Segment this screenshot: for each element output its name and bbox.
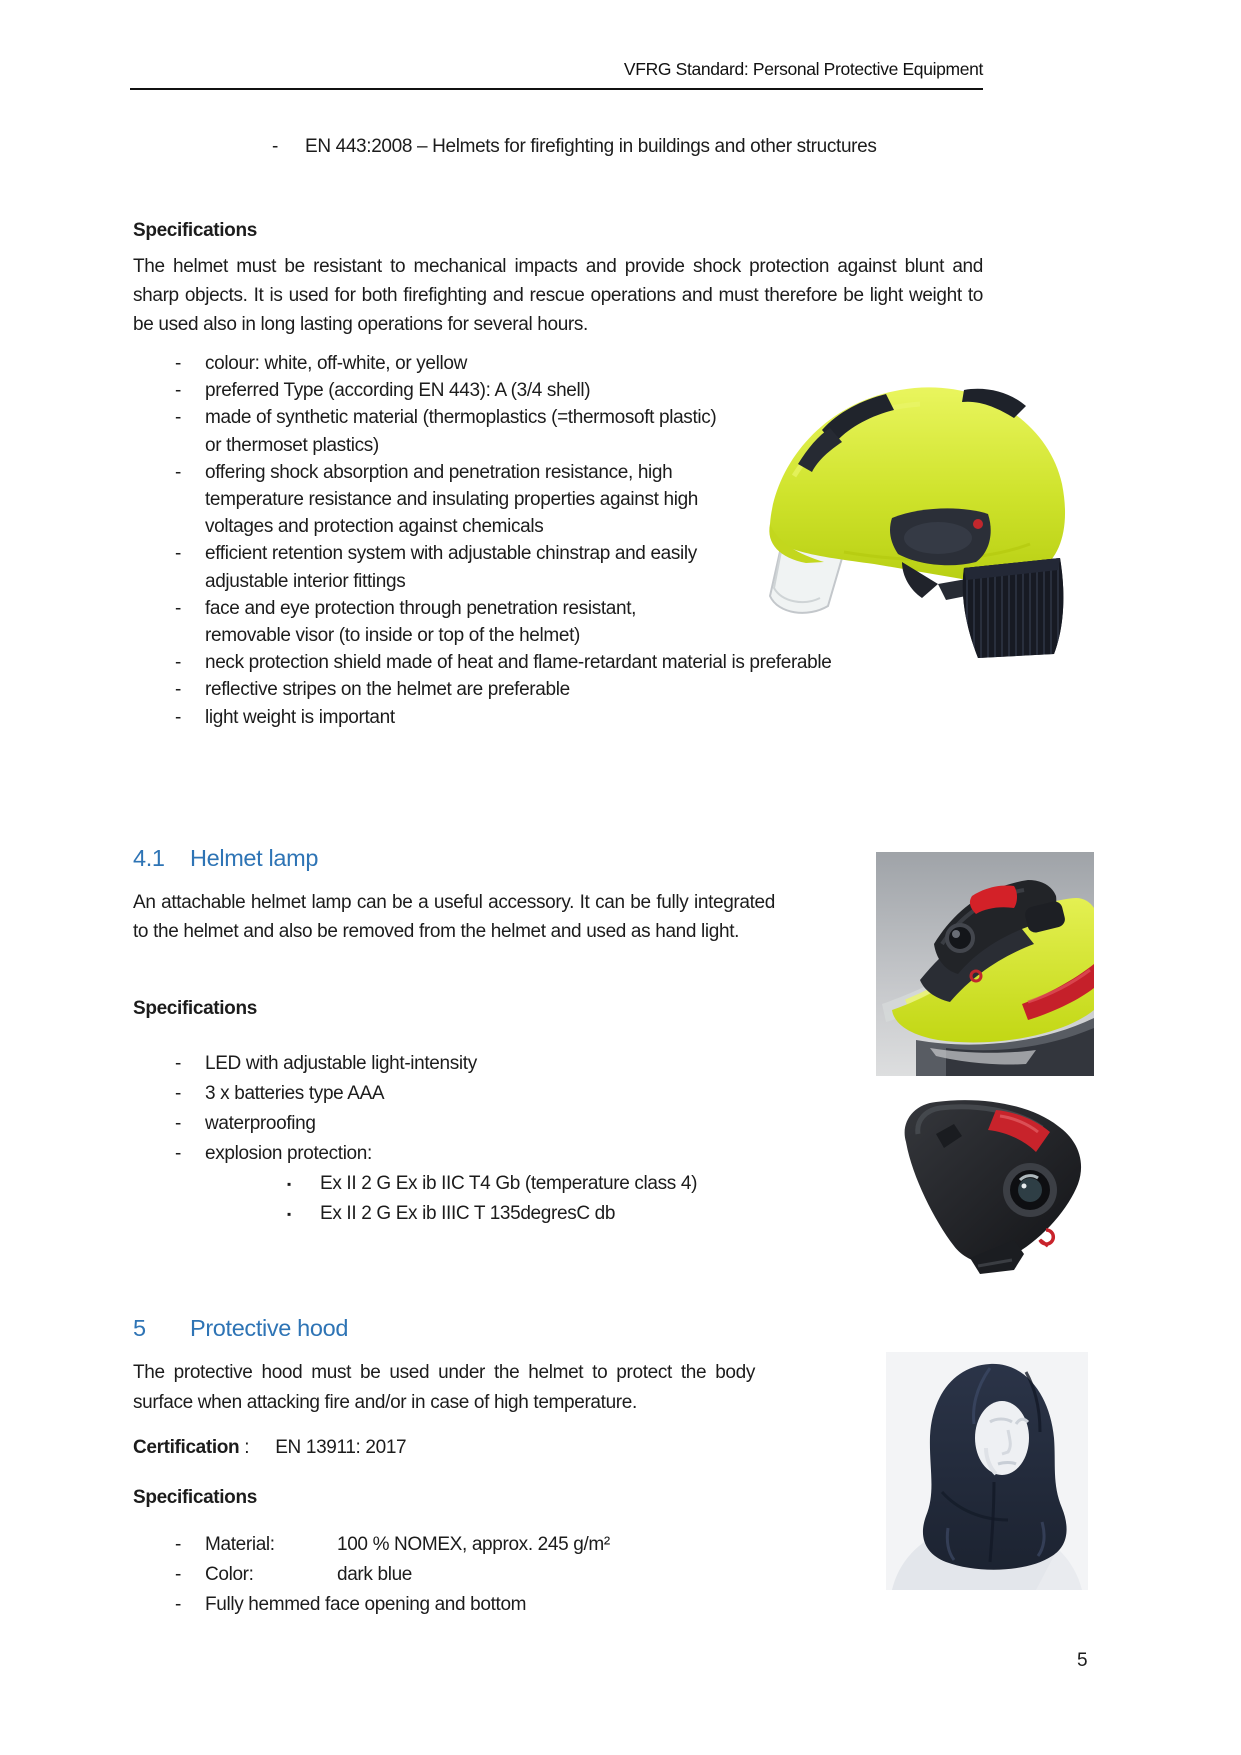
page-header: [130, 58, 983, 90]
dash-bullet-icon: -: [175, 1083, 181, 1104]
section-heading-protective-hood: [133, 1315, 348, 1342]
firefighter-helmet-photo: [724, 356, 1080, 658]
standard-reference-bullet: [133, 136, 983, 158]
list-item: - LED with adjustable light-intensity: [133, 1049, 873, 1079]
list-item: - made of synthetic material (thermoplastics (=thermosoft plastic) or thermoset plastics): [133, 404, 993, 458]
dash-bullet-icon: -: [175, 380, 181, 402]
section-number: 4.1: [133, 845, 165, 871]
dash-bullet-icon: -: [175, 407, 181, 429]
certification-row: [133, 1437, 406, 1459]
dash-bullet-icon: -: [175, 1594, 181, 1615]
spec-label: Color:: [205, 1564, 254, 1585]
list-item: ▪ Ex II 2 G Ex ib IIIC T 135degresC db: [133, 1199, 873, 1229]
dash-bullet-icon: -: [175, 1564, 181, 1585]
dash-bullet-icon: -: [175, 597, 181, 619]
dash-bullet-icon: -: [175, 652, 181, 674]
helmet-lamp-closeup-photo: [876, 852, 1094, 1076]
list-item: [133, 1530, 873, 1560]
dash-bullet-icon: -: [175, 353, 181, 374]
list-item: - colour: white, off-white, or yellow: [133, 350, 993, 377]
helmet-lamp-paragraph: An attachable helmet lamp can be a useful accessory. It can be fully integrated to the helmet and also be removed from the helmet and used as hand light.: [133, 892, 775, 942]
dash-bullet-icon: -: [175, 679, 181, 701]
spec-value: dark blue: [337, 1564, 413, 1585]
list-item: - face and eye protection through penetration resistant, removable visor (to inside or top of the helmet): [133, 595, 993, 649]
list-item: - waterproofing: [133, 1109, 873, 1139]
dash-bullet-icon: -: [175, 1053, 181, 1074]
dash-bullet-icon: -: [175, 1534, 181, 1555]
spec-value: 100 % NOMEX, approx. 245 g/m²: [337, 1534, 610, 1555]
list-item: - offering shock absorption and penetration resistance, high temperature resistance and insulating properties against high voltages and protection against chemicals: [133, 459, 993, 541]
list-item: - 3 x batteries type AAA: [133, 1079, 873, 1109]
dash-bullet-icon: -: [175, 1143, 181, 1164]
section-number: 5: [133, 1315, 146, 1341]
list-item: - preferred Type (according EN 443): A (3/4 shell): [133, 377, 993, 404]
explosion-protection-sublist: [133, 1169, 873, 1229]
dash-bullet-icon: -: [175, 706, 181, 728]
list-item: - light weight is important: [133, 704, 993, 731]
certification-separator: :: [244, 1437, 250, 1458]
list-item: - reflective stripes on the helmet are preferable: [133, 676, 993, 703]
section-title: Protective hood: [190, 1315, 349, 1341]
protective-hood-photo: [886, 1352, 1088, 1590]
square-bullet-icon: ▪: [287, 1177, 291, 1191]
list-item: - neck protection shield made of heat and flame-retardant material is preferable: [133, 649, 993, 676]
section-title: Helmet lamp: [190, 845, 319, 871]
section-heading-helmet-lamp: [133, 845, 318, 872]
list-item: - Fully hemmed face opening and bottom: [133, 1590, 873, 1620]
helmet-lamp-detached-photo: [878, 1090, 1096, 1290]
helmet-intro-paragraph: The helmet must be resistant to mechanical impacts and provide shock protection against blunt and sharp objects. It is used for both firefighting and rescue operations and must therefore be light weight to be used also in long lasting operations for several hours.: [133, 256, 983, 335]
spec-label: Material:: [205, 1534, 275, 1555]
dash-bullet-icon: -: [175, 543, 181, 565]
protective-hood-paragraph: The protective hood must be used under the helmet to protect the body surface when attacking fire and/or in case of high temperature.: [133, 1362, 755, 1413]
dash-bullet-icon: -: [272, 136, 278, 157]
specifications-heading-3: Specifications: [133, 1487, 257, 1508]
dash-bullet-icon: -: [175, 461, 181, 483]
list-item: [133, 1560, 873, 1590]
dash-bullet-icon: -: [175, 1113, 181, 1134]
square-bullet-icon: ▪: [287, 1207, 291, 1221]
list-item: - explosion protection:: [133, 1139, 873, 1169]
page-number: 5: [1077, 1650, 1088, 1671]
helmet-lamp-spec-list: [133, 1049, 873, 1169]
standard-reference-text: EN 443:2008 – Helmets for firefighting in buildings and other structures: [305, 136, 877, 157]
certification-value: EN 13911: 2017: [275, 1437, 407, 1458]
header-title: VFRG Standard: Personal Protective Equipment: [623, 59, 983, 79]
list-item: - efficient retention system with adjustable chinstrap and easily adjustable interior fittings: [133, 540, 993, 594]
hood-spec-list: [133, 1530, 873, 1620]
specifications-heading-2: Specifications: [133, 998, 257, 1019]
specifications-heading-1: Specifications: [133, 220, 257, 241]
certification-label: Certification: [133, 1437, 240, 1458]
list-item: ▪ Ex II 2 G Ex ib IIC T4 Gb (temperature class 4): [133, 1169, 873, 1199]
